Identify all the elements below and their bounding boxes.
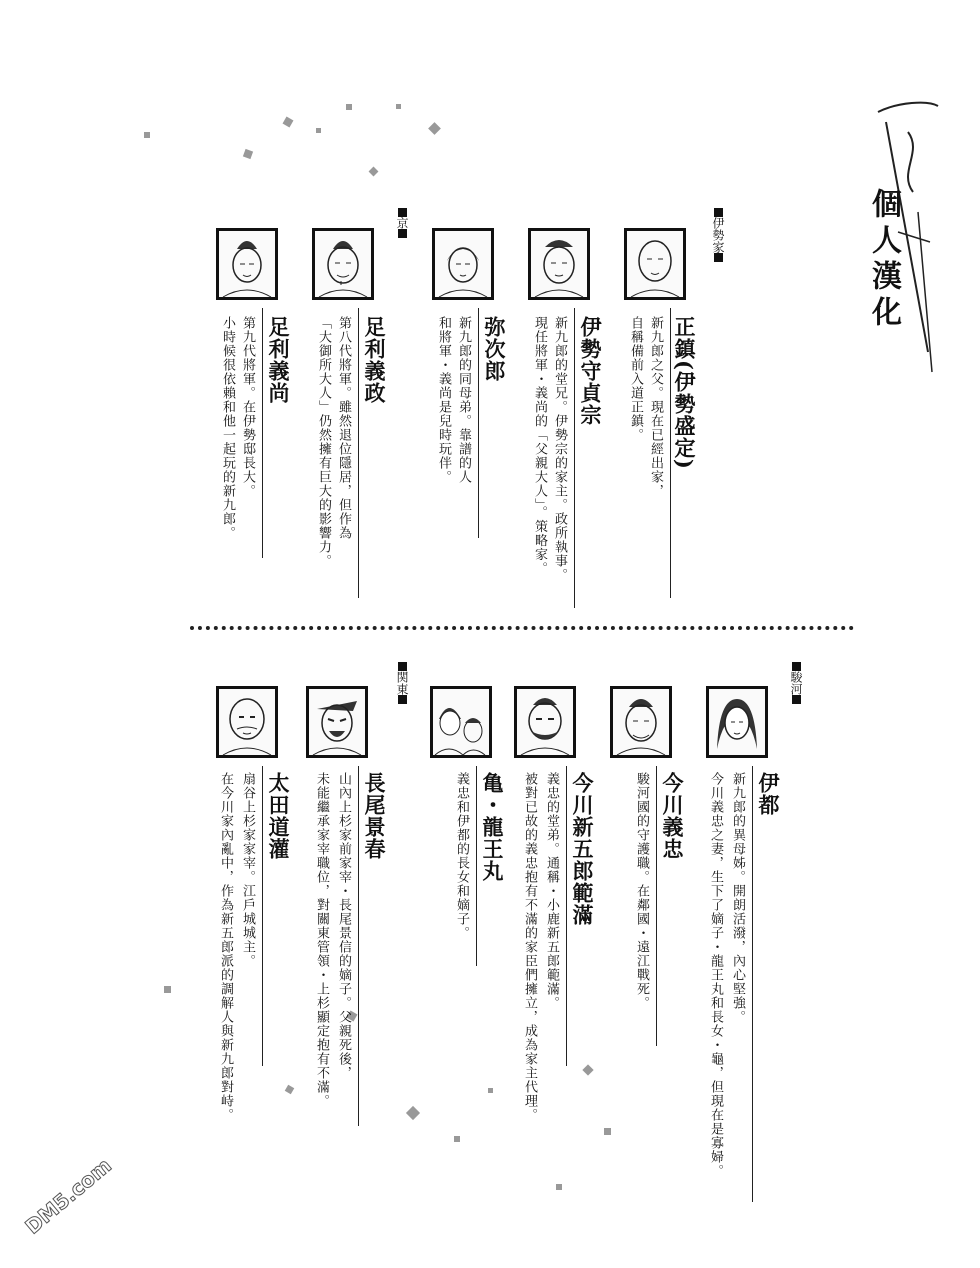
character-desc: 自稱備前入道正鎮。 — [628, 316, 643, 442]
confetti — [144, 132, 150, 138]
portrait-face-icon — [709, 689, 765, 755]
confetti — [283, 117, 294, 128]
character-name: 伊都 — [756, 772, 781, 816]
character-desc: 新九郎的堂兄。伊勢宗的家主。政所執事。 — [552, 316, 567, 582]
divider-line — [574, 308, 575, 608]
divider-line — [566, 766, 567, 1066]
confetti — [164, 986, 171, 993]
logo-text: DM5.com — [20, 1153, 116, 1239]
confetti — [604, 1128, 611, 1135]
confetti — [582, 1064, 593, 1075]
section-label-kyo — [396, 208, 408, 238]
section-label-text: 伊勢家 — [711, 217, 725, 253]
section-bullet-icon — [792, 662, 801, 671]
confetti — [488, 1088, 493, 1093]
portrait-kame-tatsuomaru — [430, 686, 492, 758]
portrait-dokan — [216, 686, 278, 758]
portrait-face-icon — [517, 689, 573, 755]
section-bullet-icon — [714, 253, 723, 262]
section-label-kanto — [396, 662, 408, 704]
portrait-norimitsu — [514, 686, 576, 758]
section-label-suruga — [790, 662, 802, 704]
section-bullet-icon — [398, 662, 407, 671]
portrait-kageharu — [306, 686, 368, 758]
section-bullet-icon — [398, 695, 407, 704]
section-label-ise — [712, 208, 724, 262]
section-label-text: 関東 — [395, 671, 409, 695]
section-label-text: 京 — [395, 217, 409, 229]
portrait-yoshimasa — [312, 228, 374, 300]
portrait-face-icon — [315, 231, 371, 297]
confetti — [346, 104, 352, 110]
portrait-yoshitada — [610, 686, 672, 758]
character-desc: 新九郎的異母姊。開朗活潑，內心堅強。 — [730, 772, 745, 1024]
character-name: 正鎮(伊勢盛定) — [672, 316, 697, 470]
divider-line — [262, 766, 263, 1066]
portrait-ito — [706, 686, 768, 758]
section-bullet-icon — [398, 208, 407, 217]
character-desc: 扇谷上杉家家宰。江戶城城主。 — [240, 772, 255, 968]
character-desc: 新九郎的同母弟。靠譜的人 — [456, 316, 471, 484]
confetti — [316, 128, 321, 133]
character-name: 弥次郎 — [482, 316, 507, 382]
portrait-yoshihisa — [216, 228, 278, 300]
divider-line — [358, 766, 359, 1126]
character-desc: 第九代將軍。在伊勢邸長大。 — [240, 316, 255, 498]
character-desc: 義忠的堂弟。通稱・小鹿新五郎範滿。 — [544, 772, 559, 1010]
dm5-logo — [14, 1153, 116, 1246]
character-name: 太田道灌 — [266, 772, 291, 860]
confetti — [428, 122, 441, 135]
character-desc: 和將軍・義尚是兒時玩伴。 — [436, 316, 451, 484]
divider-line — [262, 308, 263, 558]
divider-line — [476, 766, 477, 966]
character-name: 今川新五郎範滿 — [570, 772, 595, 926]
portrait-face-icon — [309, 689, 365, 755]
portrait-face-icon — [531, 231, 587, 297]
confetti — [369, 167, 379, 177]
portrait-face-icon — [613, 689, 669, 755]
section-bullet-icon — [714, 208, 723, 217]
portrait-sadamune — [528, 228, 590, 300]
section-label-text: 駿河 — [789, 671, 803, 695]
divider-line — [752, 766, 753, 1202]
character-name: 足利義尚 — [266, 316, 291, 404]
watermark-title: 個人漢化 — [866, 188, 901, 332]
confetti — [396, 104, 401, 109]
character-desc: 今川義忠之妻，生下了嫡子・龍王丸和長女・龜，但現在是寡婦。 — [708, 772, 723, 1178]
portrait-face-icon — [627, 231, 683, 297]
section-bullet-icon — [398, 229, 407, 238]
character-desc: 在今川家內亂中，作為新五郎派的調解人與新九郎對峙。 — [218, 772, 233, 1122]
character-desc: 駿河國的守護職。在鄰國・遠江戰死。 — [634, 772, 649, 1010]
character-name: 足利義政 — [362, 316, 387, 404]
character-desc: 義忠和伊都的長女和嫡子。 — [454, 772, 469, 940]
portrait-face-icon — [219, 231, 275, 297]
character-name: 今川義忠 — [660, 772, 685, 860]
character-desc: 現任將軍・義尚的「父親大人」。策略家。 — [532, 316, 547, 576]
character-desc: 山內上杉家前家宰・長尾景信的嫡子。父親死後， — [336, 772, 351, 1080]
divider-line — [670, 308, 671, 598]
character-desc: 「大御所大人」仍然擁有巨大的影響力。 — [316, 316, 331, 568]
portrait-masashige — [624, 228, 686, 300]
section-divider — [190, 626, 854, 630]
character-desc: 新九郎之父。現在已經出家， — [648, 316, 663, 498]
portrait-face-icon — [219, 689, 275, 755]
character-name: 長尾景春 — [362, 772, 387, 860]
confetti — [243, 149, 253, 159]
divider-line — [656, 766, 657, 1046]
section-bullet-icon — [792, 695, 801, 704]
confetti — [285, 1085, 295, 1095]
character-name: 亀・龍王丸 — [480, 772, 505, 882]
portrait-face-icon — [435, 231, 491, 297]
portrait-face-icon — [433, 689, 489, 755]
character-name: 伊勢守貞宗 — [578, 316, 603, 426]
character-desc: 被對已故的義忠抱有不滿的家臣們擁立，成為家主代理。 — [522, 772, 537, 1122]
character-desc: 未能繼承家宰職位，對關東管領・上杉顯定抱有不滿。 — [314, 772, 329, 1108]
character-desc: 第八代將軍。雖然退位隱居，但作為 — [336, 316, 351, 540]
character-desc: 小時候很依賴和他一起玩的新九郎。 — [220, 316, 235, 540]
divider-line — [358, 308, 359, 598]
confetti — [454, 1136, 460, 1142]
divider-line — [478, 308, 479, 538]
confetti — [556, 1184, 562, 1190]
portrait-yajiro — [432, 228, 494, 300]
confetti — [406, 1106, 420, 1120]
